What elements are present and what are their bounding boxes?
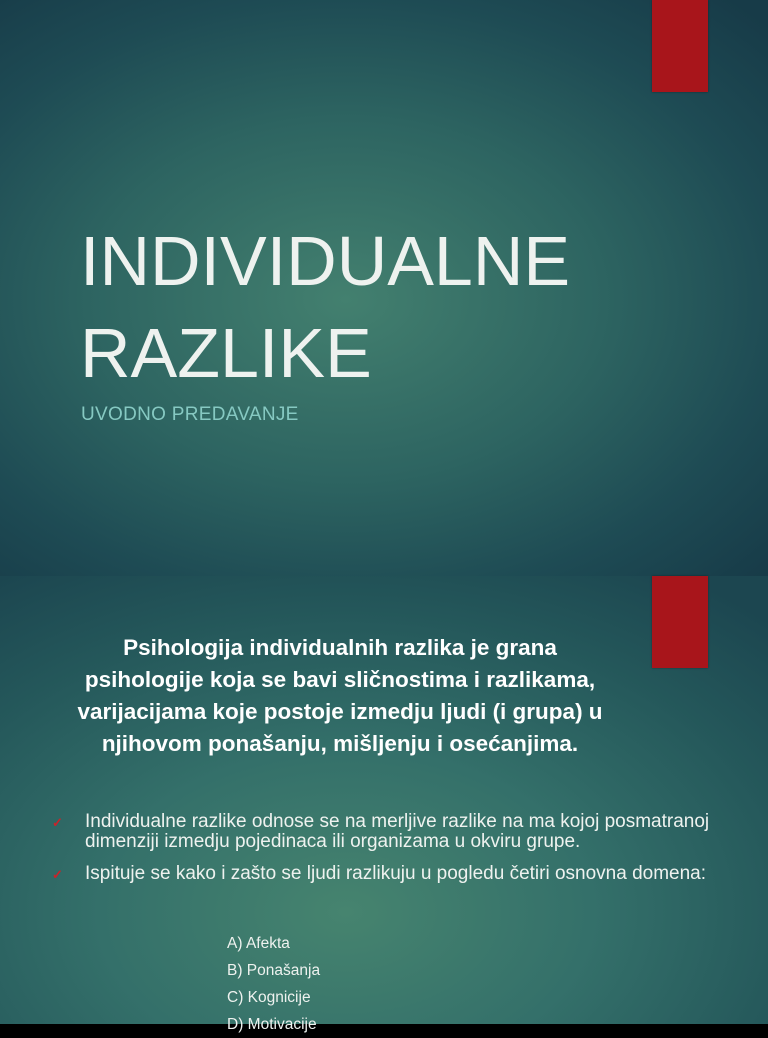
accent-bar (652, 576, 708, 668)
bullet-text: Ispituje se kako i zašto se ljudi razlikuju u pogledu četiri osnovna domena: (85, 863, 707, 884)
domain-item-kognicije: C) Kognicije (227, 989, 311, 1006)
check-icon: ✓ (52, 867, 63, 882)
title-line-1: INDIVIDUALNE (80, 222, 571, 300)
bullet-text: Individualne razlike odnose se na merljive razlike na ma kojoj posmatranoj dimenziji izmedju pojedinaca ili organizama u okviru grupe. (85, 811, 710, 852)
domain-item-motivacije: D) Motivacije (227, 1016, 317, 1033)
check-icon: ✓ (52, 815, 63, 830)
domain-item-afekta: A) Afekta (227, 935, 290, 952)
domain-item-ponasanja: B) Ponašanja (227, 962, 321, 979)
slide-subtitle: UVODNO PREDAVANJE (81, 404, 299, 425)
slide-title (80, 215, 640, 399)
accent-bar (652, 0, 708, 92)
bullet-item (50, 864, 710, 884)
content-slide (0, 576, 768, 1033)
definition-text: Psihologija individualnih razlika je grana psihologije koja se bavi sličnostima i razlikama, varijacijama koje postoje izmedju ljudi (i grupa) u njihovom ponašanju, mišljenju i osećanjima. (77, 635, 603, 756)
bullet-item (50, 812, 710, 852)
title-line-2: RAZLIKE (80, 314, 372, 392)
bullet-list (50, 812, 710, 896)
domain-list (227, 930, 320, 1038)
